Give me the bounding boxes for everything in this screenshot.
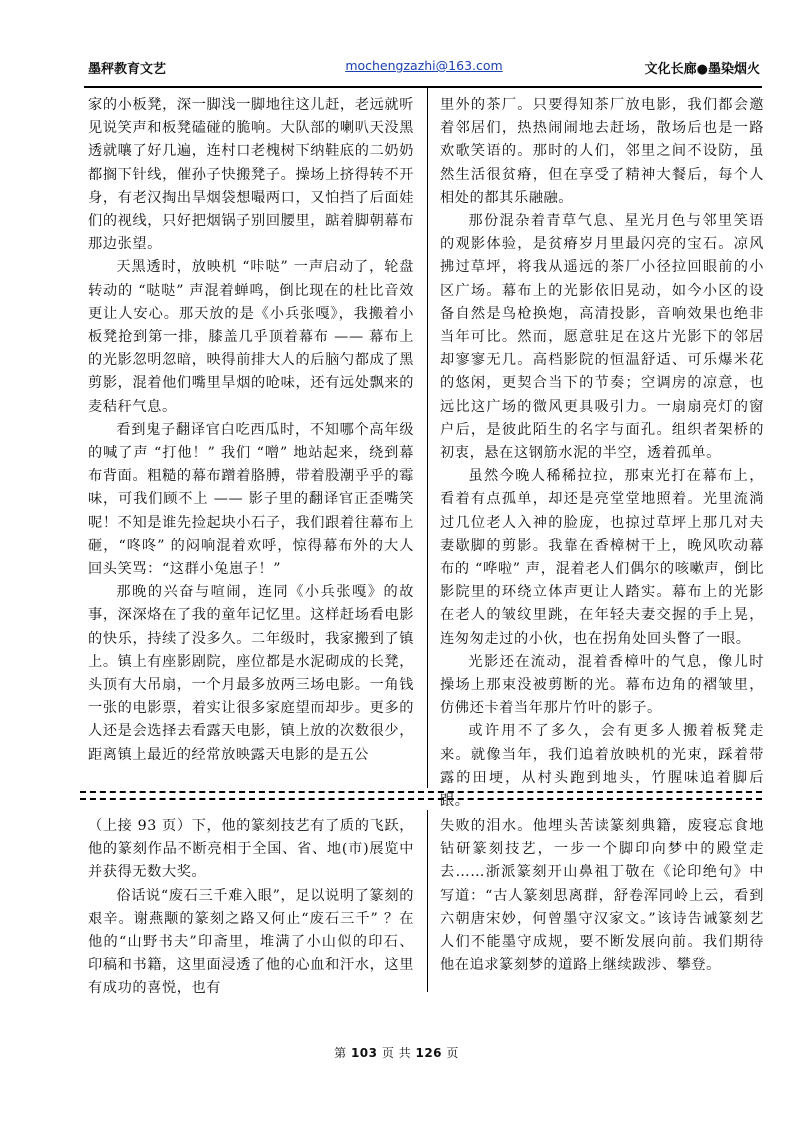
page-footer (0, 1044, 793, 1061)
total-pages: 126 (415, 1046, 443, 1060)
paragraph: 那份混杂着青草气息、星光月色与邻里笑语的观影体验，是贫瘠岁月里最闪亮的宝石。凉风拂过草坪，将我从遥远的茶厂小径拉回眼前的小区广场。幕布上的光影依旧晃动，如今小区的设备自然是鸟枪换炮，高清投影，音响效果也绝非当年可比。然而，愿意驻足在这片光影下的邻居却寥寥无几。高档影院的恒温舒适、可乐爆米花的悠闲，更契合当下的节奏；空调房的凉意，也远比这广场的微风更具吸引力。一扇扇亮灯的窗户后，是彼此陌生的名字与面孔。组织者架桥的初衷，悬在这钢筋水泥的半空，透着孤单。 (440, 213, 764, 462)
article-column-left (88, 94, 414, 784)
column-divider-bottom (427, 810, 428, 992)
page-header (88, 58, 760, 80)
article-column-right (440, 94, 764, 810)
paragraph: 失败的泪水。他埋头苦读篆刻典籍，废寝忘食地钻研篆刻技艺，一步一个脚印向梦中的殿堂走去……浙派篆刻开山鼻祖丁敬在《论印绝句》中写道：“古人篆刻思离群，舒卷浑同岭上云，看到六朝唐宋妙，何曾墨守汉家文。”该诗告诫篆刻艺人们不能墨守成规，要不断发展向前。我们期待他在追求篆刻梦的道路上继续跋涉、攀登。 (440, 818, 764, 974)
column-title: 文化长廊●墨染烟火 (644, 62, 760, 77)
paragraph: 家的小板凳，深一脚浅一脚地往这儿赶，老远就听见说笑声和板凳磕碰的脆响。大队部的喇叭天没黑透就嚷了好几遍，连村口老槐树下纳鞋底的二奶奶都搁下针线，催孙子快搬凳子。操场上挤得转不开身，有老汉掏出旱烟袋想嘬两口，又怕挡了后面娃们的视线，只好把烟锅子别回腰里，踮着脚朝幕布那边张望。 (88, 97, 414, 253)
section-separator (80, 789, 762, 803)
magazine-name: 墨秤教育文艺 (88, 62, 167, 77)
column-divider-top (427, 88, 428, 788)
paragraph: 那晚的兴奋与喧闹，连同《小兵张嘎》的故事，深深烙在了我的童年记忆里。这样赶场看电影的快乐，持续了没多久。二年级时，我家搬到了镇上。镇上有座影剧院，座位都是水泥砌成的长凳，头顶有大吊扇，一个月最多放两三场电影。一角钱一张的电影票，着实让很多家庭望而却步。更多的人还是会选择去看露天电影，镇上放的次数很少，距离镇上最近的经常放映露天电影的是五公 (88, 584, 414, 763)
page-number: 103 (350, 1046, 378, 1060)
paragraph: 虽然今晚人稀稀拉拉，那束光打在幕布上，看着有点孤单，却还是亮堂堂地照着。光里流淌过几位老人入神的脸庞，也掠过草坪上那几对夫妻歇脚的剪影。我靠在香樟树干上，晚风吹动幕布的 “哗啦” 声，混着老人们偶尔的咳嗽声，倒比影院里的环绕立体声更让人踏实。幕布上的光影在老人的皱纹里跳，在年轻夫妻交握的手上晃，连匆匆走过的小伙，也在拐角处回头瞥了一眼。 (440, 468, 764, 647)
footer-middle: 页 共 (381, 1046, 412, 1060)
continued-column-left (88, 815, 414, 995)
paragraph: 里外的茶厂。只要得知茶厂放电影，我们都会邀着邻居们，热热闹闹地去赶场，散场后也是一路欢歌笑语的。那时的人们，邻里之间不设防，虽然生活很贫瘠，但在享受了精神大餐后，每个人相处的都其乐融融。 (440, 97, 764, 206)
paragraph: （上接 93 页）下，他的篆刻技艺有了质的飞跃，他的篆刻作品不断亮相于全国、省、地(市)展览中并获得无数大奖。 (88, 818, 414, 881)
paragraph: 看到鬼子翻译官白吃西瓜时，不知哪个高年级的喊了声 “打他！” 我们 “噌” 地站起来，绕到幕布背面。粗糙的幕布蹭着胳膊，带着股潮乎乎的霉味，可我们顾不上 —— 影子里的翻译官正歪嘴笑呢！不知是谁先捡起块小石子，我们跟着往幕布上砸，“咚咚” 的闷响混着欢呼，惊得幕布外的大人回头笑骂：“这群小兔崽子！” (88, 421, 414, 578)
paragraph: 或许用不了多久，会有更多人搬着板凳走来。就像当年，我们追着放映机的光束，踩着带露的田埂，从村头跑到地头，竹腥味追着脚后跟。 (440, 723, 764, 810)
continued-column-right (440, 815, 764, 995)
paragraph: 俗话说“废石三千难入眼”，足以说明了篆刻的艰辛。谢燕颙的篆刻之路又何止“废石三千” ？在他的“山野书夫”印斋里，堆满了小山似的印石、印稿和书籍，这里面浸透了他的心血和汗水，这里有成功的喜悦，也有 (88, 887, 414, 997)
header-rule (84, 86, 762, 88)
footer-prefix: 第 (334, 1046, 347, 1060)
footer-suffix: 页 (446, 1046, 459, 1060)
paragraph: 光影还在流动，混着香樟叶的气息，像儿时操场上那束没被剪断的光。幕布边角的褶皱里，仿佛还卡着当年那片竹叶的影子。 (440, 653, 764, 717)
paragraph: 天黑透时，放映机 “咔哒” 一声启动了，轮盘转动的 “哒哒” 声混着蝉鸣，倒比现在的杜比音效更让人安心。那天放的是《小兵张嘎》，我搬着小板凳抢到第一排，膝盖几乎顶着幕布 —— 幕布上的光影忽明忽暗，映得前排大人的后脑勺都成了黑剪影，混着他们嘴里旱烟的呛味，还有远处飘来的麦秸秆气息。 (88, 259, 414, 415)
email-link[interactable]: mochengzazhi@163.com (345, 58, 503, 73)
